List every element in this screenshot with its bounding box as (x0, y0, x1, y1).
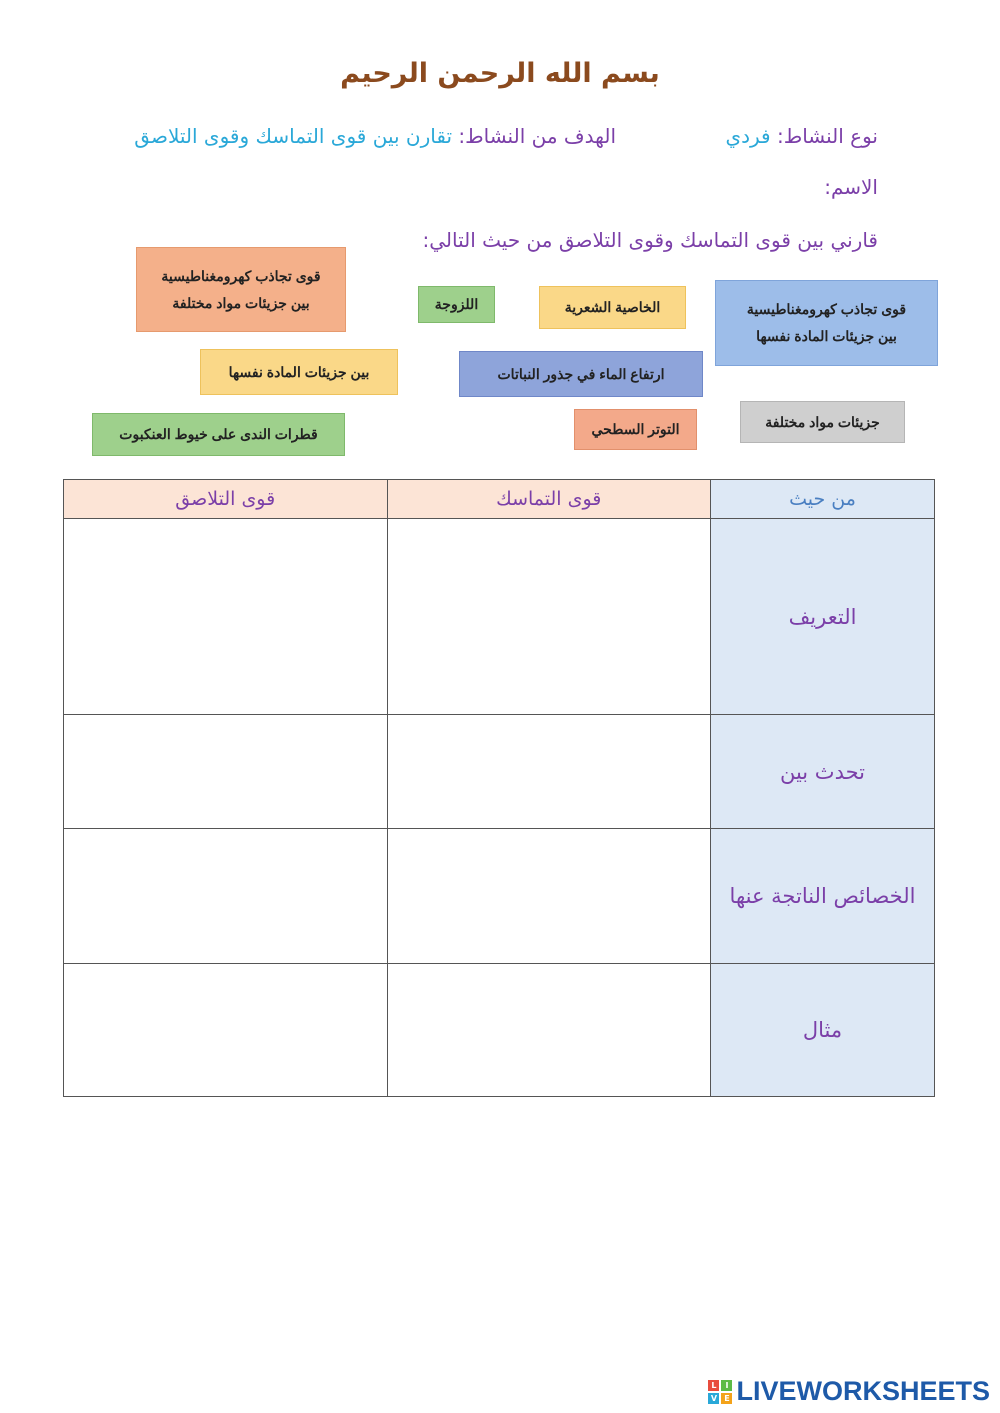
table-row (64, 715, 935, 829)
student-name-label: الاسم: (824, 175, 878, 199)
card-line: الخاصية الشعرية (564, 299, 661, 315)
row-label: الخصائص الناتجة عنها (711, 829, 935, 964)
adhesion-cell[interactable] (64, 964, 388, 1097)
activity-type (725, 124, 878, 148)
card-line: اللزوجة (434, 296, 479, 312)
header-cohesion: قوى التماسك (387, 480, 711, 519)
answer-input[interactable] (64, 1004, 387, 1052)
logo-block: E (721, 1393, 732, 1404)
activity-goal (134, 124, 616, 148)
logo-blocks-icon (708, 1380, 732, 1404)
logo-block: L (708, 1380, 719, 1391)
drag-card[interactable] (92, 413, 345, 456)
header-criterion: من حيث (711, 480, 935, 519)
card-line: قوى تجاذب كهرومغناطيسية (161, 267, 321, 284)
cohesion-cell[interactable] (387, 715, 711, 829)
adhesion-cell[interactable] (64, 715, 388, 829)
cohesion-cell[interactable] (387, 964, 711, 1097)
row-label: التعريف (711, 519, 935, 715)
card-line: بين جزيئات المادة نفسها (756, 328, 897, 344)
cohesion-cell[interactable] (387, 519, 711, 715)
activity-goal-value: تقارن بين قوى التماسك وقوى التلاصق (134, 124, 453, 148)
activity-goal-label: الهدف من النشاط: (458, 124, 616, 148)
table-row (64, 964, 935, 1097)
card-line: التوتر السطحي (591, 421, 680, 437)
activity-type-value: فردي (725, 124, 771, 148)
card-line: قطرات الندى على خيوط العنكبوت (119, 426, 318, 442)
liveworksheets-logo (708, 1376, 990, 1407)
table-row (64, 829, 935, 964)
answer-input[interactable] (64, 870, 387, 918)
instructions-prompt: قارني بين قوى التماسك وقوى التلاصق من حيث التالي: (422, 228, 878, 252)
row-label: مثال (711, 964, 935, 1097)
activity-type-label: نوع النشاط: (776, 124, 878, 148)
drag-card[interactable] (740, 401, 905, 443)
comparison-table (63, 479, 935, 1097)
card-line: جزيئات مواد مختلفة (765, 413, 880, 430)
card-line: بين جزيئات المادة نفسها (228, 363, 370, 380)
adhesion-cell[interactable] (64, 829, 388, 964)
card-line: قوى تجاذب كهرومغناطيسية (746, 301, 907, 317)
drag-card[interactable] (539, 286, 686, 329)
card-line: ارتفاع الماء في جذور النباتات (497, 365, 665, 382)
logo-block: V (708, 1393, 719, 1404)
answer-input[interactable] (388, 1004, 711, 1052)
answer-input[interactable] (388, 870, 711, 918)
drag-card[interactable] (200, 349, 398, 395)
row-label: تحدث بين (711, 715, 935, 829)
drag-card[interactable] (574, 409, 697, 450)
card-line: بين جزيئات مواد مختلفة (172, 294, 310, 311)
answer-input[interactable] (388, 746, 711, 794)
adhesion-cell[interactable] (64, 519, 388, 715)
answer-input[interactable] (64, 746, 387, 794)
table-row (64, 519, 935, 715)
cohesion-cell[interactable] (387, 829, 711, 964)
page-title: بسم الله الرحمن الرحيم (340, 58, 660, 89)
answer-input[interactable] (388, 591, 711, 639)
drag-card[interactable] (418, 286, 495, 323)
header-adhesion: قوى التلاصق (64, 480, 388, 519)
drag-card[interactable] (136, 247, 346, 332)
drag-card[interactable] (459, 351, 703, 397)
logo-block: I (721, 1380, 732, 1391)
logo-text: LIVEWORKSHEETS (736, 1376, 990, 1406)
table-header-row (64, 480, 935, 519)
answer-input[interactable] (64, 591, 387, 639)
drag-card[interactable] (715, 280, 938, 366)
